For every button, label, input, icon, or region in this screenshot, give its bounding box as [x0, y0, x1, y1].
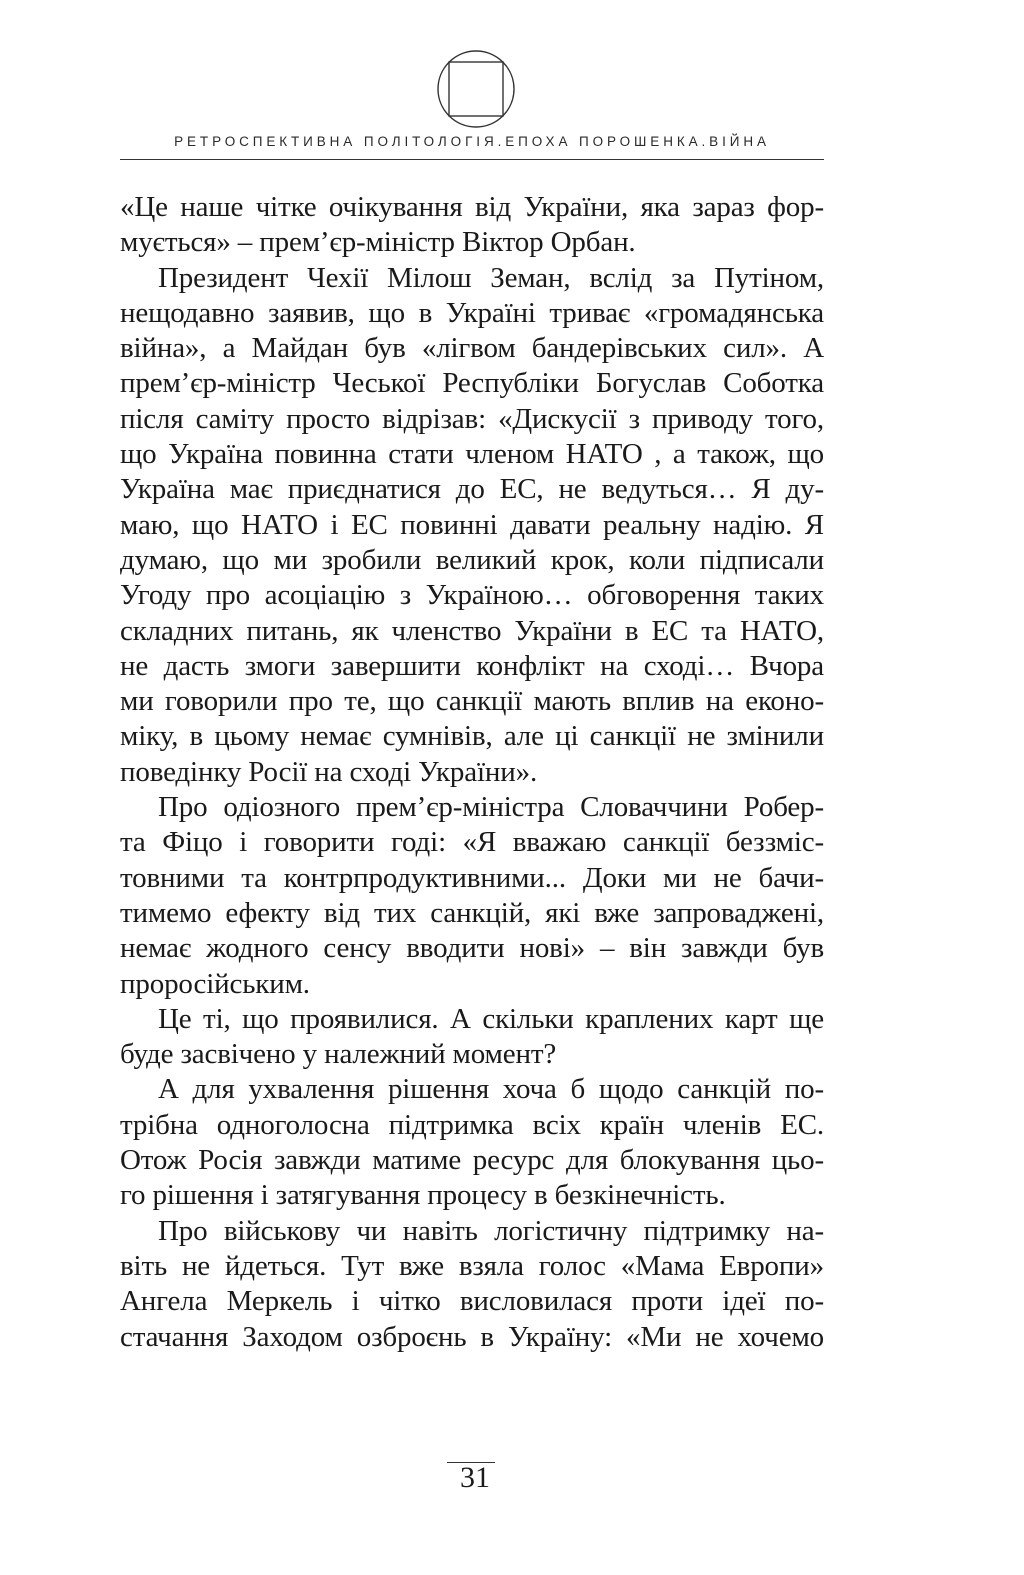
text-line: трібна одноголосна підтримка всіх країн членів ЕС. [120, 1108, 824, 1141]
text-line: війна», а Майдан був «лігвом бандерівських сил». А [120, 332, 824, 365]
text-line: буде засвічено у належний момент? [120, 1038, 557, 1071]
page-body [120, 190, 824, 1355]
page-number: 31 [460, 1461, 490, 1494]
text-line: думаю, що ми зробили великий крок, коли підписали [120, 543, 824, 576]
text-line: після саміту просто відрізав: «Дискусії з приводу того, [120, 402, 824, 435]
text-line: немає жодного сенсу вводити нові» – він завжди був [120, 932, 824, 965]
text-line: стачання Заходом озброєнь в Україну: «Ми не хочемо [120, 1320, 824, 1353]
text-line: Президент Чехії Мілош Земан, вслід за Путіном, [158, 261, 824, 294]
text-line: що Україна повинна стати членом НАТО , а також, що [120, 438, 824, 471]
text-line: поведінку Росії на сході України». [120, 755, 538, 788]
running-title: РЕТРОСПЕКТИВНА ПОЛІТОЛОГІЯ.ЕПОХА ПОРОШЕНКА.ВІЙНА [174, 134, 770, 149]
text-line: А для ухвалення рішення хоча б щодо санкцій по- [158, 1073, 824, 1106]
text-line: складних питань, як членство України в ЕС та НАТО, [120, 614, 824, 647]
text-line: тимемо ефекту від тих санкцій, які вже запроваджені, [120, 896, 824, 929]
text-line: Про військову чи навіть логістичну підтримку на- [158, 1214, 824, 1247]
text-line: мується» – прем’єр-міністр Віктор Орбан. [120, 226, 636, 259]
text-line: «Це наше чітке очікування від України, яка зараз фор- [120, 191, 824, 223]
circle-square-emblem-icon [436, 49, 516, 129]
text-line: міку, в цьому немає сумнівів, але ці санкції не змінили [120, 720, 824, 753]
text-line: прем’єр-міністр Чеської Республіки Богуслав Соботка [120, 367, 824, 400]
text-line: проросійським. [120, 967, 310, 1000]
text-line: віть не йдеться. Тут вже взяла голос «Мама Европи» [120, 1249, 824, 1282]
text-line: не дасть змоги завершити конфлікт на сході… Вчора [120, 649, 824, 682]
text-line: Отож Росія завжди матиме ресурс для блокування цьо- [120, 1144, 824, 1177]
text-line: Україна має приєднатися до ЕС, не ведуться… Я ду- [120, 473, 824, 506]
text-line: Це ті, що проявилися. А скільки краплених карт ще [158, 1002, 824, 1035]
text-line: та Фіцо і говорити годі: «Я вважаю санкції беззміс- [120, 826, 824, 859]
text-line: товними та контрпродуктивними... Доки ми не бачи- [120, 861, 824, 894]
text-line: маю, що НАТО і ЕС повинні давати реальну надію. Я [120, 508, 824, 541]
text-line: нещодавно заявив, що в Україні триває «громадянська [120, 296, 824, 329]
text-line: ми говорили про те, що санкції мають вплив на еконо- [120, 685, 824, 718]
header-divider [120, 159, 824, 160]
text-line: Про одіозного прем’єр-міністра Словаччини Робер- [158, 791, 824, 824]
text-line: Ангела Меркель і чітко висловилася проти ідеї по- [120, 1285, 824, 1318]
text-line: го рішення і затягування процесу в безкінечність. [120, 1179, 726, 1212]
text-line: Угоду про асоціацію з Україною… обговорення таких [120, 579, 824, 612]
